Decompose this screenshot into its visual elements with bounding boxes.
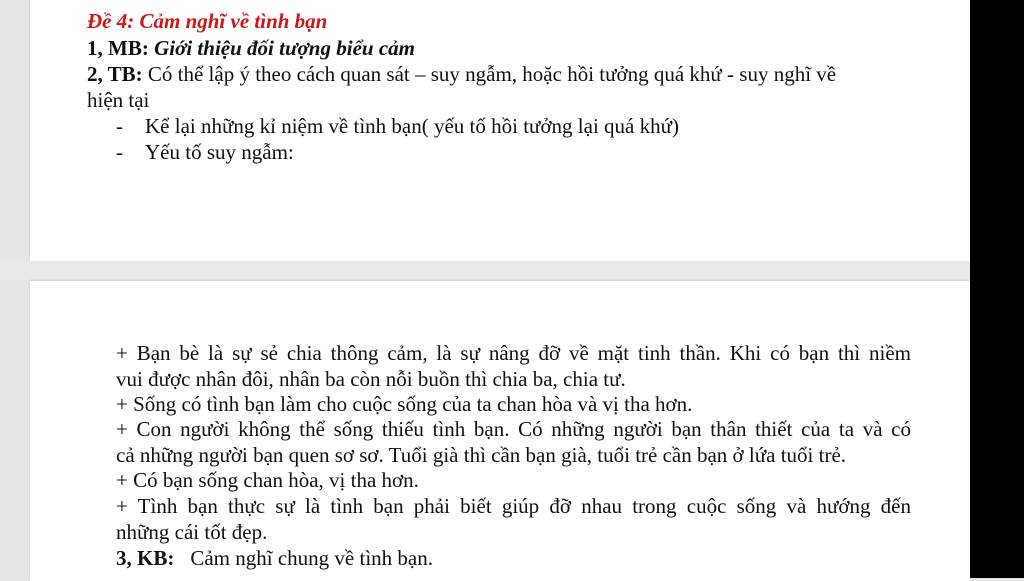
conclusion-label: 3, KB: <box>116 546 175 570</box>
body-line-2: hiện tại <box>87 88 150 112</box>
point-line: những cái tốt đẹp. <box>116 520 268 544</box>
point-line: + Có bạn sống chan hòa, vị tha hơn. <box>116 468 419 492</box>
body-line-1 <box>87 62 836 86</box>
point-line: cả những người bạn quen sơ sơ. Tuổi già thì cần bạn già, tuổi trẻ cần bạn ở lứa tuổi trẻ. <box>116 443 847 467</box>
point-line: + Con người không thể sống thiếu tình bạn. Có những người bạn thân thiết của ta và có <box>116 417 911 441</box>
point-line: vui được nhân đôi, nhân ba còn nỗi buồn thì chia ba, chia tư. <box>116 367 626 391</box>
body-text-1: Có thể lập ý theo cách quan sát – suy ngẫm, hoặc hồi tưởng quá khứ - suy nghĩ về <box>147 62 837 86</box>
body-label: 2, TB: <box>87 62 148 86</box>
page-gap <box>0 261 1024 281</box>
point-line: + Bạn bè là sự sẻ chia thông cảm, là sự nâng đỡ về mặt tinh thần. Khi có bạn thì niềm <box>116 341 911 365</box>
bullet-dash: - <box>116 114 123 138</box>
point-line: + Tình bạn thực sự là tình bạn phải biết giúp đỡ nhau trong cuộc sống và hướng đến <box>116 494 911 518</box>
point-line: + Sống có tình bạn làm cho cuộc sống của ta chan hòa và vị tha hơn. <box>116 392 693 416</box>
conclusion-line <box>116 546 433 570</box>
intro-line <box>87 36 415 60</box>
window-edge <box>970 0 1024 578</box>
essay-title: Đề 4: Cảm nghĩ về tình bạn <box>87 9 328 33</box>
bullet-dash: - <box>116 140 123 164</box>
bullet-item: Yếu tố suy ngẫm: <box>145 140 294 164</box>
bullet-item: Kể lại những kỉ niệm về tình bạn( yếu tố hồi tưởng lại quá khứ) <box>145 114 679 138</box>
intro-label: 1, MB: <box>87 36 155 60</box>
conclusion-text: Cảm nghĩ chung về tình bạn. <box>190 546 433 570</box>
intro-text: Giới thiệu đối tượng biểu cảm <box>154 36 415 60</box>
